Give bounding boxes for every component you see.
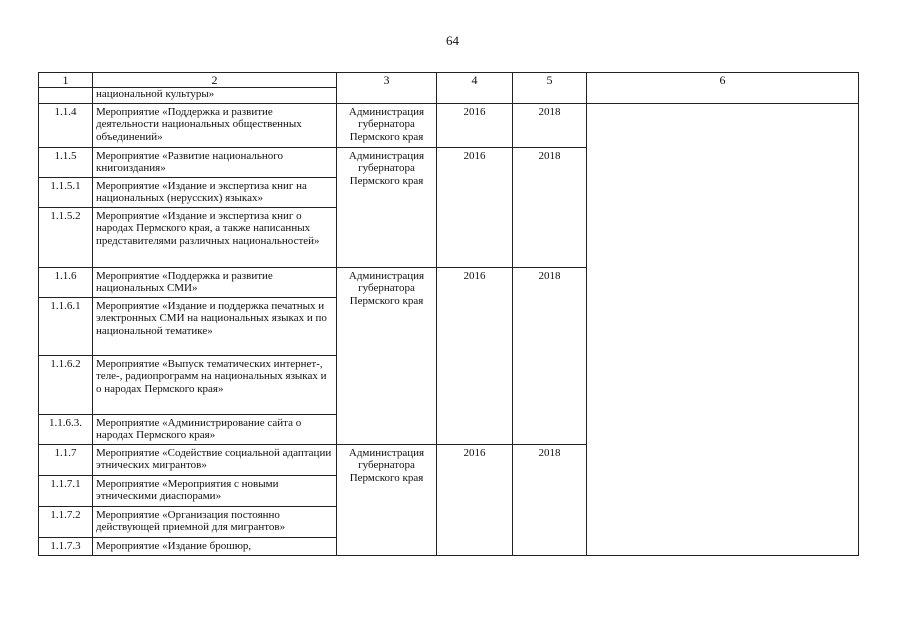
row-number: 1.1.7: [39, 444, 93, 475]
column-header-2: 2: [93, 73, 337, 88]
row-number: 1.1.7.3: [39, 537, 93, 555]
row-text: Мероприятие «Содействие социальной адаптации этнических мигрантов»: [93, 444, 337, 475]
row-executor: Администрация губернатора Пермского края: [337, 147, 437, 267]
table-header-row: [39, 73, 859, 88]
row-executor: Администрация губернатора Пермского края: [337, 103, 437, 147]
row-executor: Администрация губернатора Пермского края: [337, 444, 437, 555]
page-number: 64: [446, 33, 459, 48]
row-text: Мероприятие «Развитие национального книгоиздания»: [93, 147, 337, 177]
row-number: 1.1.5: [39, 147, 93, 177]
row-number: 1.1.6.2: [39, 355, 93, 414]
row-number: 1.1.5.1: [39, 177, 93, 207]
row-number: 1.1.6: [39, 267, 93, 297]
column-header-4: 4: [437, 73, 513, 104]
column-header-5: 5: [513, 73, 587, 104]
activities-table: [38, 72, 859, 556]
table-row: [39, 103, 859, 147]
row-text: Мероприятие «Издание и поддержка печатных и электронных СМИ на национальных языках и по национальной тематике»: [93, 297, 337, 355]
column-header-3: 3: [337, 73, 437, 104]
row-text: национальной культуры»: [93, 88, 337, 103]
row-text: Мероприятие «Организация постоянно действующей приемной для мигрантов»: [93, 506, 337, 537]
row-start-year: 2016: [437, 267, 513, 444]
row-text: Мероприятие «Поддержка и развитие деятельности национальных общественных объединений»: [93, 103, 337, 147]
row-end-year: 2018: [513, 147, 587, 267]
row-text: Мероприятие «Мероприятия с новыми этническими диаспорами»: [93, 475, 337, 506]
row-number: [39, 88, 93, 103]
row-number: 1.1.6.3.: [39, 414, 93, 444]
row-end-year: 2018: [513, 267, 587, 444]
row-executor: Администрация губернатора Пермского края: [337, 267, 437, 444]
column-header-6: 6: [587, 73, 859, 104]
row-start-year: 2016: [437, 147, 513, 267]
column-6-cell: [587, 103, 859, 555]
column-header-1: 1: [39, 73, 93, 88]
row-text: Мероприятие «Издание брошюр,: [93, 537, 337, 555]
row-text: Мероприятие «Издание и экспертиза книг на национальных (нерусских) языках»: [93, 177, 337, 207]
row-text: Мероприятие «Издание и экспертиза книг о народах Пермского края, а также написанных представителями различных национальностей»: [93, 207, 337, 267]
row-end-year: 2018: [513, 444, 587, 555]
row-number: 1.1.7.2: [39, 506, 93, 537]
row-text: Мероприятие «Поддержка и развитие национальных СМИ»: [93, 267, 337, 297]
row-end-year: 2018: [513, 103, 587, 147]
row-start-year: 2016: [437, 103, 513, 147]
row-number: 1.1.5.2: [39, 207, 93, 267]
row-text: Мероприятие «Выпуск тематических интернет-, теле-, радиопрограмм на национальных языках и о народах Пермского края»: [93, 355, 337, 414]
row-start-year: 2016: [437, 444, 513, 555]
row-number: 1.1.6.1: [39, 297, 93, 355]
row-number: 1.1.7.1: [39, 475, 93, 506]
row-number: 1.1.4: [39, 103, 93, 147]
row-text: Мероприятие «Администрирование сайта о народах Пермского края»: [93, 414, 337, 444]
